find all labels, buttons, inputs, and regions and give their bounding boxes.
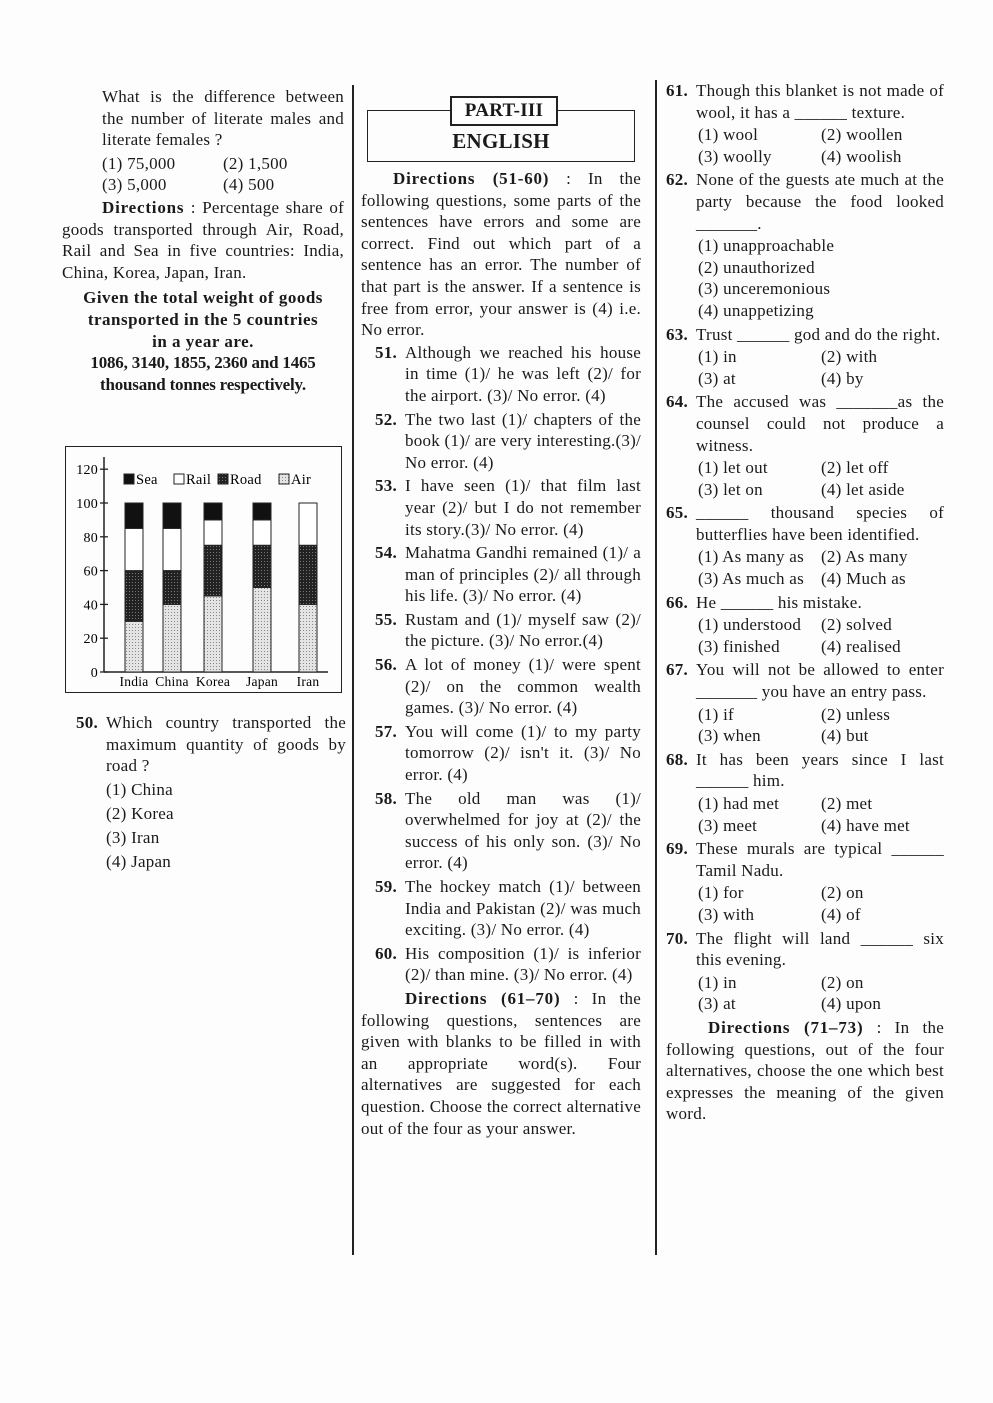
option: (1) for: [698, 883, 744, 903]
question-text: None of the guests ate much at the party because the food looked _______.: [696, 170, 944, 233]
options: [102, 153, 344, 196]
bar-road-korea: [204, 545, 222, 596]
question: [666, 169, 944, 321]
question-text: His composition (1)/ is inferior (2)/ than mine. (3)/ No error. (4): [405, 943, 641, 985]
question-number: 68.: [666, 749, 688, 769]
option: (1) As many as: [698, 547, 804, 567]
option: (2) on: [821, 883, 864, 903]
bar-rail-iran: [299, 503, 317, 545]
option: (4) woolish: [821, 146, 902, 166]
option: (1) had met: [698, 794, 780, 813]
x-tick-label: Japan: [246, 674, 278, 689]
question-text: Mahatma Gandhi remained (1)/ a man of principles (2)/ all through his life. (3)/ No error. (4): [405, 543, 641, 606]
question-49-continuation: [62, 86, 344, 196]
options: [696, 235, 944, 321]
option: (1) understood: [698, 615, 802, 635]
option: (4) but: [821, 726, 869, 746]
option: (3) at: [698, 368, 736, 388]
bar-air-korea: [204, 596, 222, 672]
question: [666, 80, 944, 167]
options: [696, 882, 944, 925]
question: [375, 788, 641, 874]
directions-label: Directions (71–73): [708, 1017, 864, 1037]
y-tick-label: 20: [83, 632, 98, 648]
options: [696, 457, 944, 500]
question-number: 69.: [666, 839, 688, 859]
error-questions: [361, 342, 641, 986]
stacked-bar-chart: [65, 446, 342, 693]
question: [375, 654, 641, 719]
question-text: These murals are typical ______ Tamil Nadu.: [696, 839, 944, 880]
option: (4) have met: [821, 815, 910, 835]
bar-road-iran: [299, 545, 317, 604]
question: [375, 609, 641, 652]
option: (2) solved: [821, 615, 892, 635]
directions-text: : In the following questions, out of the four alternatives, choose the one which best expresses the meaning of the given word.: [666, 1017, 945, 1124]
directions-71-73: [666, 1017, 944, 1125]
bar-air-india: [125, 621, 143, 672]
option: (2) unless: [821, 704, 891, 724]
option: (2) 1,500: [223, 153, 288, 173]
column-divider: [655, 80, 657, 1255]
bar-rail-korea: [204, 520, 222, 545]
directions-51-60: [361, 168, 641, 341]
subject-heading: ENGLISH: [452, 129, 550, 153]
question: [375, 943, 641, 986]
question-number: 65.: [666, 503, 688, 523]
column-divider: [352, 85, 354, 1255]
legend-swatch-air: [279, 474, 289, 484]
legend-label: Sea: [136, 472, 158, 488]
option: (4) by: [821, 368, 864, 388]
bar-sea-japan: [253, 503, 271, 520]
y-tick-label: 40: [83, 598, 98, 614]
question-number: 64.: [666, 392, 688, 412]
option: (3) when: [698, 726, 761, 746]
options: [696, 972, 944, 1015]
bar-rail-china: [163, 528, 181, 570]
option: (1) wool: [698, 125, 759, 145]
directions-text: : Percentage share of goods transported through Air, Road, Rail and Sea in five countries: India, China, Korea, Japan, Iran.: [62, 197, 344, 282]
option: (2) unauthorized: [698, 257, 815, 277]
question-number: 59.: [375, 877, 397, 896]
question: [375, 342, 641, 407]
bar-rail-japan: [253, 520, 271, 545]
question-number: 57.: [375, 721, 397, 741]
option: (3) unceremonious: [698, 279, 831, 299]
option: (1) in: [698, 347, 737, 367]
middle-column: [361, 168, 641, 1139]
question-number: 60.: [375, 943, 397, 963]
options: [696, 793, 944, 836]
question-number: 52.: [375, 409, 397, 429]
question-text: It has been years since I last ______ him.: [696, 749, 944, 791]
question-text: Though this blanket is not made of wool, it has a ______ texture.: [696, 81, 944, 122]
question-text: Trust ______ god and do the right.: [696, 324, 941, 344]
right-column: [666, 80, 944, 1125]
bar-air-china: [163, 604, 181, 672]
options: [696, 704, 944, 747]
question: [666, 502, 944, 589]
bar-sea-china: [163, 503, 181, 528]
question: [375, 721, 641, 786]
legend-swatch-rail: [174, 474, 184, 484]
left-column: [62, 86, 344, 395]
bar-sea-korea: [204, 503, 222, 520]
question-text: Which country transported the maximum quantity of goods by road ?: [106, 713, 346, 776]
bar-sea-india: [125, 503, 143, 528]
legend-swatch-sea: [124, 474, 134, 484]
option: (3) meet: [698, 815, 758, 835]
question-number: 62.: [666, 170, 688, 190]
directions-label: Directions: [102, 197, 185, 217]
question-text: A lot of money (1)/ were spent (2)/ on the common wealth games. (3)/ No error. (4): [405, 655, 641, 718]
option: (3) Iran: [106, 827, 160, 847]
question: [666, 928, 944, 1015]
question-text: I have seen (1)/ that film last year (2)/ but I do not remember its story.(3)/ No error. (4): [405, 476, 641, 539]
y-tick-label: 0: [90, 666, 98, 681]
option: (2) Korea: [106, 803, 174, 823]
option: (1) let out: [698, 458, 768, 478]
option: (1) 75,000: [102, 153, 176, 173]
y-tick-label: 60: [83, 564, 98, 580]
x-tick-label: India: [119, 674, 149, 689]
bar-air-japan: [253, 588, 271, 673]
question-number: 54.: [375, 543, 397, 563]
option: (3) with: [698, 904, 755, 924]
question-50: [76, 712, 346, 876]
question-number: 56.: [375, 655, 397, 675]
directions: [62, 197, 344, 283]
option: (4) upon: [821, 994, 882, 1014]
options: [106, 778, 346, 874]
question-text: What is the difference between the number of literate males and literate females ?: [102, 87, 344, 150]
question-number: 50.: [76, 713, 98, 732]
question: [375, 876, 641, 941]
given-weights: 1086, 3140, 1855, 2360 and 1465 thousand tonnes respectively.: [90, 353, 316, 394]
x-tick-label: China: [155, 674, 189, 689]
question-number: 63.: [666, 324, 688, 344]
option: (4) unappetizing: [698, 300, 814, 320]
option: (3) let on: [698, 479, 763, 499]
question: [666, 592, 944, 658]
question-text: The hockey match (1)/ between India and Pakistan (2)/ was much exciting. (3)/ No error. (4): [405, 877, 641, 940]
options: [696, 124, 944, 167]
y-tick-label: 80: [83, 530, 98, 546]
directions-label: Directions (61–70): [405, 988, 561, 1008]
legend-label: Air: [291, 472, 312, 488]
option: (3) at: [698, 994, 736, 1014]
option: (2) let off: [821, 458, 889, 478]
legend-label: Road: [230, 472, 262, 488]
option: (2) on: [821, 972, 864, 992]
option: (3) 5,000: [102, 175, 167, 195]
question: [375, 542, 641, 607]
question-text: He ______ his mistake.: [696, 592, 863, 612]
question-text: The accused was _______as the counsel could not produce a witness.: [696, 392, 944, 455]
question: [666, 659, 944, 746]
given-heading: Given the total weight of goods transported in the 5 countries in a year are.: [83, 288, 323, 351]
question-text: ______ thousand species of butterflies have been identified.: [696, 503, 944, 544]
legend-swatch-road: [218, 474, 228, 484]
question-number: 51.: [375, 342, 397, 362]
question-number: 53.: [375, 476, 397, 496]
question-number: 70.: [666, 928, 688, 948]
question: [666, 838, 944, 925]
question-text: Rustam and (1)/ myself saw (2)/ the picture. (3)/ No error.(4): [405, 609, 641, 651]
question-text: You will not be allowed to enter _______ you have an entry pass.: [696, 660, 944, 702]
option: (4) realised: [821, 636, 901, 656]
option: (2) with: [821, 347, 878, 367]
bar-air-iran: [299, 604, 317, 672]
option: (3) woolly: [698, 146, 772, 166]
question-number: 67.: [666, 660, 688, 680]
option: (1) in: [698, 972, 737, 992]
question-text: Although we reached his house in time (1)/ he was left (2)/ for the airport. (3)/ No error. (4): [405, 342, 641, 405]
question-text: The old man was (1)/ overwhelmed for joy at (2)/ the success of his only son. (3)/ No error. (4): [405, 788, 641, 873]
option: (4) Japan: [106, 851, 172, 871]
question-number: 58.: [375, 788, 397, 808]
option: (2) As many: [821, 547, 908, 567]
chart-svg: [66, 447, 341, 692]
fill-blank-questions: [666, 80, 944, 1015]
question: [375, 409, 641, 474]
option: (3) As much as: [698, 569, 804, 589]
option: (2) woollen: [821, 125, 903, 145]
option: (3) finished: [698, 636, 780, 656]
option: (4) of: [821, 904, 861, 924]
option: (4) let aside: [821, 479, 905, 499]
option: (1) China: [106, 779, 173, 799]
legend-label: Rail: [186, 472, 212, 488]
option: (1) unapproachable: [698, 236, 835, 256]
y-tick-label: 100: [76, 497, 98, 512]
options: [696, 546, 944, 589]
directions-text: : In the following questions, some parts of the sentences have errors and some are correct. Find out which part of a sentence has an error. The number of that part is the answer. If a sentence is free from error, your answer is (4) i.e. No error.: [361, 169, 642, 340]
question: [375, 475, 641, 540]
bar-road-japan: [253, 545, 271, 587]
option: (4) Much as: [821, 569, 906, 589]
directions-text: : In the following questions, sentences are given with blanks to be filled in with an appropriate word(s). Four alternatives are suggested for each question. Choose the correct alternative out of the four as your answer.: [361, 988, 642, 1138]
directions-label: Directions (51-60): [393, 169, 550, 188]
directions-61-70: [361, 988, 641, 1139]
question: [666, 749, 944, 836]
question: [666, 391, 944, 500]
question-number: 55.: [375, 609, 397, 629]
question-text: You will come (1)/ to my party tomorrow (2)/ isn't it. (3)/ No error. (4): [405, 721, 641, 785]
question-text: The two last (1)/ chapters of the book (1)/ are very interesting.(3)/ No error. (4): [405, 409, 641, 472]
option: (4) 500: [223, 175, 275, 195]
question: [666, 324, 944, 390]
question-number: 66.: [666, 592, 688, 612]
x-tick-label: Iran: [296, 674, 320, 689]
options: [696, 614, 944, 657]
bar-road-china: [163, 571, 181, 605]
question-number: 61.: [666, 81, 688, 100]
bar-rail-india: [125, 528, 143, 570]
option: (2) met: [821, 794, 873, 813]
question-text: The flight will land ______ six this evening.: [696, 928, 944, 970]
option: (1) if: [698, 704, 734, 724]
x-tick-label: Korea: [195, 674, 231, 689]
bar-road-india: [125, 571, 143, 622]
options: [696, 346, 944, 389]
y-tick-label: 120: [76, 463, 98, 479]
part-label: PART-III: [450, 96, 558, 126]
